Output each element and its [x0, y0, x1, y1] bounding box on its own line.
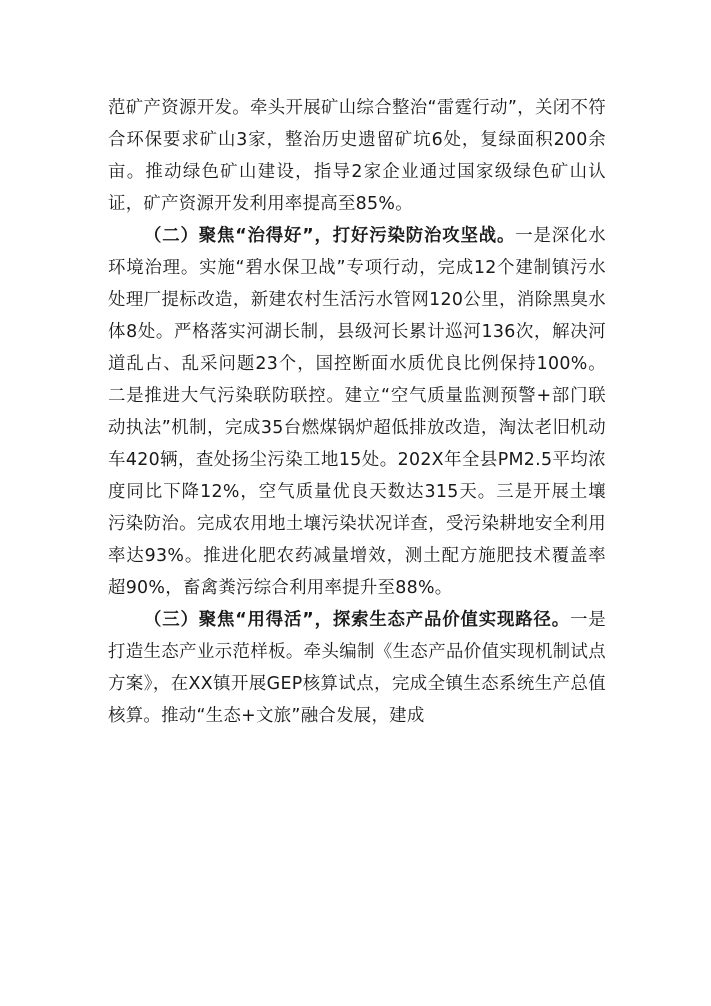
paragraph-text: 一是打造生态产业示范样板。牵头编制《生态产品价值实现机制试点方案》，在XX镇开展GEP核算试点，完成全镇生态系统生产总值核算。推动“生态+文旅”融合发展，建成 [108, 610, 607, 726]
paragraph-text: 范矿产资源开发。牵头开展矿山综合整治“雷霆行动”，关闭不符合环保要求矿山3家，整治历史遗留矿坑6处，复绿面积200余亩。推动绿色矿山建设，指导2家企业通过国家级绿色矿山认证，矿产资源开发利用率提高至85%。 [108, 98, 606, 214]
paragraph-section-2 [108, 220, 606, 604]
section-heading: （三）聚焦“用得活”，探索生态产品价值实现路径。 [144, 610, 571, 630]
paragraph-continued [108, 92, 606, 220]
paragraph-text: 一是深化水环境治理。实施“碧水保卫战”专项行动，完成12个建制镇污水处理厂提标改造，新建农村生活污水管网120公里，消除黑臭水体8处。严格落实河湖长制，县级河长累计巡河136次，解决河道乱占、乱采问题23个，国控断面水质优良比例保持100%。二是推进大气污染联防联控。建立“空气质量监测预警+部门联动执法”机制，完成35台燃煤锅炉超低排放改造，淘汰老旧机动车420辆，查处扬尘污染工地15处。202X年全县PM2.5平均浓度同比下降12%，空气质量优良天数达315天。三是开展土壤污染防治。完成农用地土壤污染状况详查，受污染耕地安全利用率达93%。推进化肥农药减量增效，测土配方施肥技术覆盖率超90%，畜禽粪污综合利用率提升至88%。 [108, 226, 606, 598]
paragraph-section-3 [108, 604, 606, 732]
section-heading: （二）聚焦“治得好”，打好污染防治攻坚战。 [144, 226, 516, 246]
